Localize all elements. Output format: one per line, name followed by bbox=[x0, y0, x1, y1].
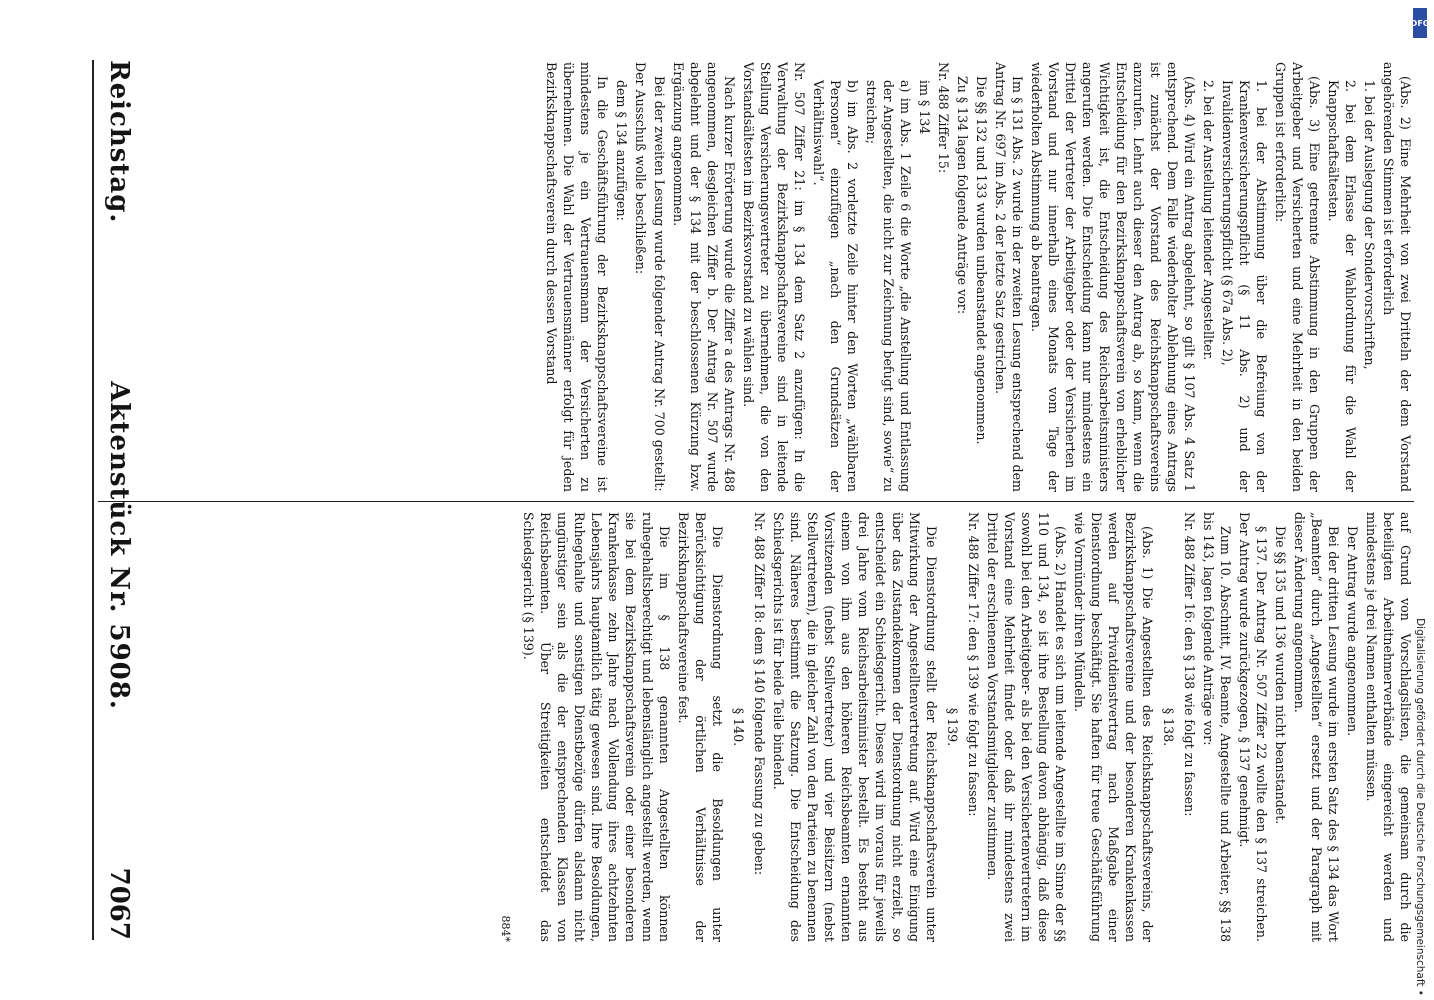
motion-reference: Nr. 488 Ziffer 18: dem § 140 folgende Fassung zu geben: bbox=[752, 512, 767, 876]
section-heading: § 139. bbox=[945, 707, 960, 747]
list-item: a) im Abs. 1 Zeile 6 die Worte „die Anstellung und Entlassung der Angestellten, die nicht zur Zeichnung befugt sind, sowie“ zu streichen; bbox=[864, 80, 913, 492]
paragraph: auf Grund von Vorschlagslisten, die gemeinsam durch die beteiligten Arbeitnehmerverbände eingereicht werden und mindestens je drei Namen enthalten müssen. bbox=[1364, 512, 1413, 942]
section-heading: § 140. bbox=[731, 707, 746, 747]
paragraph: (Abs. 3) Eine getrennte Abstimmung in den Gruppen der Arbeitgeber und Versicherten und eine Mehrheit in den beiden Gruppen ist erforderlich: bbox=[1273, 62, 1322, 492]
paragraph: im § 134 bbox=[917, 80, 932, 135]
paragraph: Nach kurzer Erörterung wurde die Ziffer a des Antrags Nr. 488 angenommen, desgleichen Ziffer b. Der Antrag Nr. 507 wurde abgelehnt und der § 134 mit der beschlossenen Kürzung bzw. Ergänzung angenommen. bbox=[671, 62, 737, 492]
signature-mark: 884* bbox=[499, 915, 512, 942]
column-divider bbox=[98, 501, 1414, 502]
paragraph: Die Dienstordnung setzt die Besoldungen unter Berücksichtigung der örtlichen Verhältnisse der Bezirksknappschaftsvereine fest. bbox=[676, 512, 725, 942]
parliament-label: Reichstag. bbox=[104, 60, 134, 224]
paragraph: Zu § 134 lagen folgende Anträge vor: bbox=[955, 76, 970, 315]
list-item: 2. bei der Anstellung leitender Angestellter. bbox=[1201, 80, 1216, 361]
paragraph: Bei der dritten Lesung wurde im ersten Satz des § 134 das Wort „Beamten“ durch „Angestellten“ ersetzt und der Paragraph mit dieser Änderung angenommen. bbox=[1292, 512, 1341, 942]
paragraph: Die §§ 135 und 136 wurden nicht beanstandet. bbox=[1273, 526, 1288, 825]
list-item: 1. bei der Abstimmung über die Befreiung von der Krankenversicherungspflicht (§ 11 Abs. 2) und der Invalidenversicherungspflicht (§ 67a Abs. 2), bbox=[1220, 80, 1269, 492]
paragraph: (Abs. 2) Eine Mehrheit von zwei Dritteln der dem Vorstand angehörenden Stimmen ist erforderlich bbox=[1381, 62, 1413, 492]
list-item: 1. bei der Auslegung der Sondervorschriften, bbox=[1362, 80, 1377, 370]
list-item: b) im Abs. 2 vorletzte Zeile hinter den Worten „wählbaren Personen“ einzufügen „nach den Grundsätzen der Verhältniswahl“. bbox=[811, 80, 860, 492]
paragraph: In die Geschäftsführung der Bezirksknappschaftsvereine ist mindestens je ein Vertrauensmann der Versicherten zu übernehmen. Die Wahl der Vertrauensmänner erfolgt für jeden Bezirksknappschaftsverein durch dessen Vorstand bbox=[544, 62, 610, 492]
paragraph: § 137. Der Antrag Nr. 507 Ziffer 22 wollte den § 137 streichen. Der Antrag wurde zurückgezogen, § 137 genehmigt. bbox=[1237, 512, 1269, 942]
right-column bbox=[104, 512, 1414, 942]
paragraph: dem § 134 anzufügen: bbox=[614, 80, 629, 221]
paragraph: Zum 10. Abschnitt, IV. Beamte, Angestellte und Arbeiter, §§ 138 bis 143, lagen folgende Anträge vor: bbox=[1201, 512, 1233, 942]
paragraph: Die im § 138 genannten Angestellten können ruhegehaltsberechtigt und lebenslänglich angestellt werden, wenn sie bei dem Bezirksknappschaftsverein oder einer besonderen Krankenkasse zehn Jahre nach Vollendung ihres achtzehnten Lebensjahrs hauptamtlich tätig gewesen sind. Ihre Besoldungen, Ruhegehalte und sonstigen Dienstbezüge dürfen alsdann nicht ungünstiger sein als die der entsprechenden Klassen von Reichsbeamten. Über Streitigkeiten entscheidet das Schiedsgericht (§ 139). bbox=[521, 512, 672, 942]
paragraph: Die Dienstordnung stellt der Reichsknappschaftsverein unter Mitwirkung der Angestelltenvertretung auf. Wird eine Einigung über das Zustandekommen der Dienstordnung nicht erzielt, so entscheidet ein Schiedsgericht. Dieses wird im voraus für jeweils drei Jahre vom Reichsarbeitsminister bestellt. Es besteht aus einem von ihm aus den höheren Reichsbeamten ernannten Vorsitzenden (nebst Stellvertreter) und vier Beisitzern (nebst Stellvertretern), die in gleicher Zahl von den Parteien zu benennen sind. Näheres bestimmt die Satzung. Die Entscheidung des Schiedsgerichts ist für beide Teile bindend. bbox=[771, 512, 939, 942]
paragraph: Im § 131 Abs. 2 wurde in der zweiten Lesung entsprechend dem Antrag Nr. 697 im Abs. 2 der letzte Satz gestrichen. bbox=[993, 62, 1025, 492]
paragraph: (Abs. 4) Wird ein Antrag abgelehnt, so gilt § 107 Abs. 4 Satz 1 entsprechend. Dem Falle wiederholter Ablehnung eines Antrags ist zunächst der Vorstand des Reichsknappschaftsvereins anzurufen. Lehnt auch dieser den Antrag ab, so kann, wenn die Entscheidung für den Bezirksknappschaftsverein von erheblicher Wichtigkeit ist, die Entscheidung des Reichsarbeitsministers angerufen werden. Die Entscheidung kann nur mindestens ein Drittel der Vertreter der Arbeitgeber oder der Versicherten im Vorstand und nur innerhalb eines Monats vom Tage der wiederholten Abstimmung ab beantragen. bbox=[1029, 62, 1197, 492]
dfg-logo-icon: DFG bbox=[1413, 8, 1427, 38]
paragraph: (Abs. 1) Die Angestellten des Reichsknappschaftsvereins, der Bezirksknappschaftsvereine und der besonderen Krankenkassen werden auf Privatdienstvertrag nach Maßgabe einer Dienstordnung beschäftigt. Sie haften für treue Geschäftsführung wie Vormünder ihren Mündeln. bbox=[1072, 512, 1155, 942]
motion-reference: Nr. 507 Ziffer 21: im § 134 dem Satz 2 anzufügen: In die Verwaltung der Bezirksknappschaftsvereine sind in leitende Stellung Versicherungsvertreter zu übernehmen, die von den Vorstandsältesten im Bezirksvorstand zu wählen sind. bbox=[741, 62, 807, 492]
motion-reference: Nr. 488 Ziffer 15: bbox=[936, 62, 951, 174]
motion-reference: Nr. 488 Ziffer 17: den § 139 wie folgt zu fassen: bbox=[966, 512, 981, 817]
paragraph: Der Ausschuß wolle beschließen: bbox=[633, 62, 648, 275]
digitization-margin-note bbox=[1411, 6, 1429, 996]
page-number: 7067 bbox=[104, 867, 134, 940]
paragraph: (Abs. 2) Handelt es sich um leitende Angestellte im Sinne der §§ 110 und 134, so ist ihre Bestellung davon abhängig, daß diese sowohl bei den Arbeitgeber- als bei den Versichertenvertretern im Vorstand eine Mehrheit findet oder daß ihr mindestens zwei Drittel der erschienenen Vorstandsmitglieder zustimmen. bbox=[985, 512, 1068, 942]
paragraph: Der Antrag wurde angenommen. bbox=[1345, 526, 1360, 737]
paragraph: Bei der zweiten Lesung wurde folgender Antrag Nr. 700 gestellt: bbox=[652, 76, 667, 492]
document-title: Aktenstück Nr. 5908. bbox=[104, 381, 134, 710]
motion-reference: Nr. 488 Ziffer 16: den § 138 wie folgt zu fassen: bbox=[1182, 512, 1197, 817]
list-item: 2. bei dem Erlasse der Wahlordnung für die Wahl der Knappschaftsältesten. bbox=[1326, 80, 1358, 492]
paragraph: Die §§ 132 und 133 wurden unbeanstandet angenommen. bbox=[974, 76, 989, 445]
funding-note: Digitalisierung gefördert durch die Deutsche Forschungsgemeinschaft • bbox=[1414, 618, 1426, 996]
section-heading: § 138. bbox=[1161, 707, 1176, 747]
header-rule bbox=[92, 60, 94, 940]
left-column bbox=[104, 62, 1414, 492]
